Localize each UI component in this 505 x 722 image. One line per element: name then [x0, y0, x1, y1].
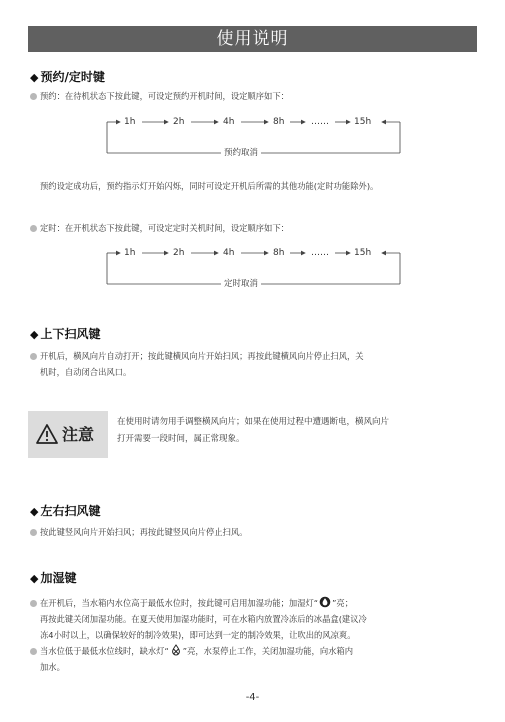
humidify-line1b: ”亮； — [332, 598, 354, 608]
circle-bullet-icon — [30, 648, 37, 655]
horizontal-swing-heading — [30, 502, 100, 519]
circle-bullet-icon — [30, 225, 37, 232]
diamond-bullet-icon: ◆ — [30, 572, 39, 585]
circle-bullet-icon — [30, 529, 37, 536]
seq-1h: 1h — [124, 248, 136, 258]
timing-cancel-label: 定时取消 — [221, 278, 261, 290]
timer-heading — [30, 68, 105, 85]
vertical-swing-line1: 开机后，横风向片自动打开；按此键横风向片开始扫风；再按此键横风向片停止扫风，关 — [40, 351, 364, 361]
circle-bullet-icon — [30, 93, 37, 100]
seq-15h: 15h — [354, 248, 372, 258]
timing-intro-text: 定时：在开机状态下按此键，可设定定时关机时间，设定顺序如下： — [40, 223, 289, 233]
circle-bullet-icon — [30, 353, 37, 360]
seq-4h: 4h — [223, 248, 235, 258]
humidify-line1a: 在开机后，当水箱内水位高于最低水位时，按此键可启用加湿功能；加湿灯“ — [40, 598, 319, 608]
vertical-swing-heading — [30, 325, 100, 342]
humidify-line3: 冻4小时以上，以确保较好的制冷效果)，即可达到一定的制冷效果，让吹出的风凉爽。 — [40, 630, 356, 640]
booking-intro-text: 预约：在待机状态下按此键，可设定预约开机时间，设定顺序如下： — [40, 91, 289, 101]
booking-sequence-diagram — [0, 112, 505, 172]
booking-intro — [30, 88, 289, 104]
water-shortage-icon — [170, 644, 182, 656]
timing-sequence-diagram — [0, 243, 505, 303]
horizontal-swing-line1: 按此键竖风向片开始扫风；再按此键竖风向片停止扫风。 — [40, 527, 248, 537]
notice-label: 注意 — [62, 425, 95, 444]
notice-text — [117, 414, 477, 448]
diamond-bullet-icon: ◆ — [30, 71, 39, 84]
humidify-desc — [30, 595, 367, 675]
horizontal-swing-desc — [30, 524, 247, 540]
notice-line2: 打开需要一段时间，属正常现象。 — [117, 434, 245, 444]
notice-box — [28, 411, 108, 458]
vertical-swing-heading-text: 上下扫风键 — [40, 327, 101, 341]
timing-intro — [30, 220, 289, 236]
humidify-line5: 加水。 — [40, 662, 65, 672]
seq-ellipsis: …… — [311, 248, 329, 258]
seq-4h: 4h — [223, 117, 235, 127]
humidify-line4a: 当水位低于最低水位线时，缺水灯“ — [40, 646, 169, 656]
seq-2h: 2h — [173, 248, 185, 258]
booking-sequence-lines — [0, 112, 505, 172]
booking-note: 预约设定成功后，预约指示灯开始闪烁，同时可设定开机后所需的其他功能(定时功能除外)。 — [40, 181, 379, 191]
page-title: 使用说明 — [28, 26, 477, 52]
humidify-heading — [30, 569, 76, 586]
horizontal-swing-heading-text: 左右扫风键 — [40, 504, 101, 518]
diamond-bullet-icon: ◆ — [30, 505, 39, 518]
diamond-bullet-icon: ◆ — [30, 328, 39, 341]
seq-1h: 1h — [124, 117, 136, 127]
seq-2h: 2h — [173, 117, 185, 127]
humidify-line4b: ”亮，水泵停止工作，关闭加湿功能，向水箱内 — [182, 646, 354, 656]
seq-8h: 8h — [273, 248, 285, 258]
seq-ellipsis: …… — [311, 117, 329, 127]
vertical-swing-line2: 机时，自动闭合出风口。 — [40, 367, 132, 377]
timer-heading-text: 预约/定时键 — [40, 70, 105, 84]
seq-8h: 8h — [273, 117, 285, 127]
humidify-lamp-icon — [319, 596, 331, 608]
vertical-swing-desc — [30, 348, 364, 380]
timing-sequence-lines — [0, 243, 505, 303]
seq-15h: 15h — [354, 117, 372, 127]
humidify-line2: 再按此键关闭加湿功能。在夏天使用加湿功能时，可在水箱内放置冷冻后的冰晶盒(建议冷 — [40, 614, 367, 624]
humidify-heading-text: 加湿键 — [40, 571, 77, 585]
booking-cancel-label: 预约取消 — [221, 147, 261, 159]
circle-bullet-icon — [30, 600, 37, 607]
notice-line1: 在使用时请勿用手调整横风向片；如果在使用过程中遭遇断电，横风向片 — [117, 417, 390, 427]
warning-triangle-icon — [36, 424, 58, 444]
page-number: -4- — [245, 692, 260, 703]
